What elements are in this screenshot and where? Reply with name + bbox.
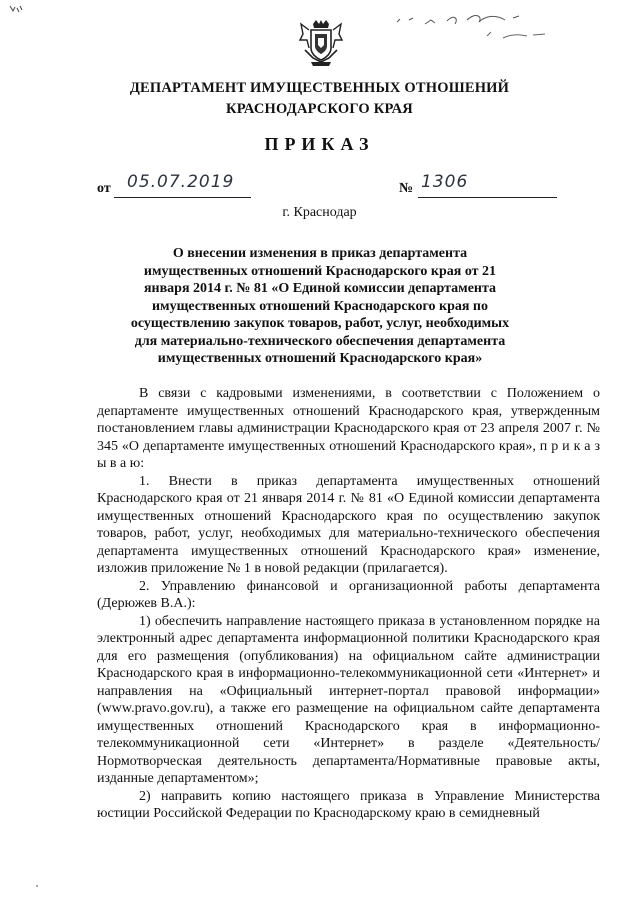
paragraph-item-1: 1. Внести в приказ департамента имущественных отношений Краснодарского края от 21 января 2014 г. № 81 «О Единой комиссии департамента имущественных отношений Краснодарского края по осуществлению закупок товаров, работ, услуг, необходимых для материально-технического обеспечения департамента имущественных отношений Краснодарского края» изменение, изложив приложение № 1 в новой редакции (прилагается). [97, 473, 600, 576]
paragraph-item-2-1: 1) обеспечить направление настоящего приказа в установленном порядке на электронный адрес департамента информационной политики Краснодарского края для его размещения (опубликования) на официальном сайте администрации Краснодарского края в информационно-телекоммуникационной сети «Интернет» и направления на «Официальный интернет-портал правовой информации» (www.pravo.gov.ru), а также его размещение на официальном сайте департамента имущественных отношений Краснодарского края в информационно-телекоммуникационной сети «Интернет» в разделе «Деятельность/Нормотворческая деятельность департамента/Нормативные правовые акты, изданные департаментом»; [97, 613, 600, 786]
paragraph-item-2-2: 2) направить копию настоящего приказа в Управление Министерства юстиции Российской Федерации по Краснодарскому краю в семидневный [97, 788, 600, 821]
handwritten-date: 05.07.2019 [127, 172, 235, 192]
date-label: от [97, 181, 111, 196]
krasnodar-coat-of-arms-icon [299, 18, 343, 68]
paragraph-preamble: В связи с кадровыми изменениями, в соответствии с Положением о департаменте имущественных отношений Краснодарского края, утвержденным постановлением главы администрации Краснодарского края от 23 апреля 2007 г. № 345 «О департаменте имущественных отношений Краснодарского края», п р и к а з ы в а ю: [97, 386, 600, 471]
date-underline [114, 197, 251, 198]
city-name: г. Краснодар [282, 205, 357, 220]
scan-speck [36, 885, 38, 887]
number-label: № [399, 181, 414, 196]
order-body [97, 385, 600, 823]
scan-mark [8, 4, 24, 16]
handwritten-note [395, 8, 575, 42]
handwritten-number: 1306 [421, 172, 469, 192]
organization-region: КРАСНОДАРСКОГО КРАЯ [226, 101, 413, 117]
document-type-title: ПРИКАЗ [264, 134, 375, 154]
number-underline [418, 197, 557, 198]
paragraph-item-2: 2. Управлению финансовой и организационной работы департамента (Дерюжев В.А.): [97, 578, 600, 611]
order-subject: О внесении изменения в приказ департамента имущественных отношений Краснодарского края от 21 января 2014 г. № 81 «О Единой комиссии департамента имущественных отношений Краснодарского края по осуществлению закупок товаров, работ, услуг, необходимых для материально-технического обеспечения департамента имущественных отношений Краснодарского края» [130, 246, 510, 366]
organization-name: ДЕПАРТАМЕНТ ИМУЩЕСТВЕННЫХ ОТНОШЕНИЙ [129, 80, 510, 96]
